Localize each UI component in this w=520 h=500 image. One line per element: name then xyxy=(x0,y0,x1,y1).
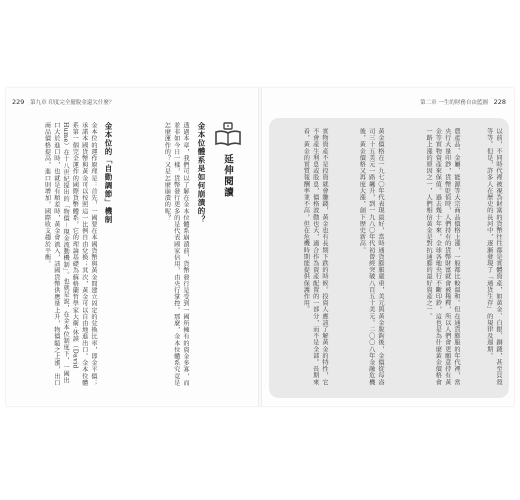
intro-paragraph: 透過本章，我們可以了解在金本位體系崩潰前，貨幣發行是受到一國所擁有的資金多寡，而並非如今日一樣，貨幣發行更多的是代表國家信用，由央行掌控。那麼，金本位體系究竟是怎麼運作的？又是怎麼崩潰的呢？ xyxy=(163,122,189,386)
right-chapter-title: 第二章 一生的財務自由藍圖 xyxy=(420,100,488,106)
bullet-item-2: 農產品、金屬、能源等大宗商品價格上漲，一般都比較溫和。但在通貨膨脹的年代裡，當央行大量印鈔，貨幣貶值時，人們持有的貨幣財富就會被稀釋，所以人們會更願意持有黃金等實物資產來保值。過去幾十年來，全球各地央行不斷印鈔，這也是為什麼黃金價格會一路上漲的原因之一，人們相信黃金是對抗通膨的最好資產之一。 xyxy=(425,128,460,386)
summary-panel xyxy=(269,118,509,398)
left-page xyxy=(6,88,259,406)
bullet-item-1: 以前，不同時代裡被視為財富的貨幣往往都是實體資產，如黃金、白銀、銅錢，甚至貝殼等等。但是，許多人在歷史的長河中，逐漸發現了「通貨生存」的規律及週期。 xyxy=(485,128,502,386)
right-page xyxy=(261,88,514,406)
left-page-number: 229 xyxy=(12,98,25,106)
section-heading: 金本位的「自動調節」機制 xyxy=(104,122,113,224)
section-question: 金本位體系是如何崩潰的？ xyxy=(197,122,206,224)
bullet-item-3: 黃金價格在一九七〇年代表現最好，當時通貨膨脹嚴重，美元與黃金脫鉤後，金價從每盎司三十五美元一路飆升，到一九八〇年代初曾經突破八百五十美元。二〇〇八年金融危機後，黃金價格又再度大漲，創下歷史新高。 xyxy=(358,128,384,386)
book-spread xyxy=(6,88,514,406)
right-page-header xyxy=(420,98,506,106)
body-paragraph: 金本位的運作原理是：首先，一國要在本國貨幣與黃金間建立固定的兌換比率，即金平價；承諾本國貨幣與黃金可以按照這一比例自由兌換；其次，黃金可以自由地進出口。金本位體系第一個完全運作的國際貨幣體系，它的理論基礎為蘇格蘭哲學家大衛·休謨（David Hume）在十八世紀提出的「物價－現金流動機制」。也就是說，在金本位制度下，一國出口大於進口時，也就是有順差時，黃金會流入，該國貨幣供應量上升，物價隨之上漲，出口商品價格提高，進口則增加，國際收支趨於平衡。 xyxy=(43,122,97,386)
left-page-header xyxy=(12,98,114,106)
bullet-item-4: 實物資產不是投資就會賺錢，黃金也有長期下跌的時候。投資人應該了解黃金的特性，它不會產生利息或股息，價格波動也大，適合作為資產配置的一部分，而不是全部。長期來看，黃金的實質報酬率並不高，但在危機時期能提供保護作用。 xyxy=(302,128,328,386)
right-page-number: 228 xyxy=(493,98,506,106)
left-chapter-title: 第九章 印度完全擺脫金還欠什麼？ xyxy=(30,100,115,106)
open-book-icon xyxy=(213,122,243,148)
callout-title: 延伸閱讀 xyxy=(222,154,233,198)
